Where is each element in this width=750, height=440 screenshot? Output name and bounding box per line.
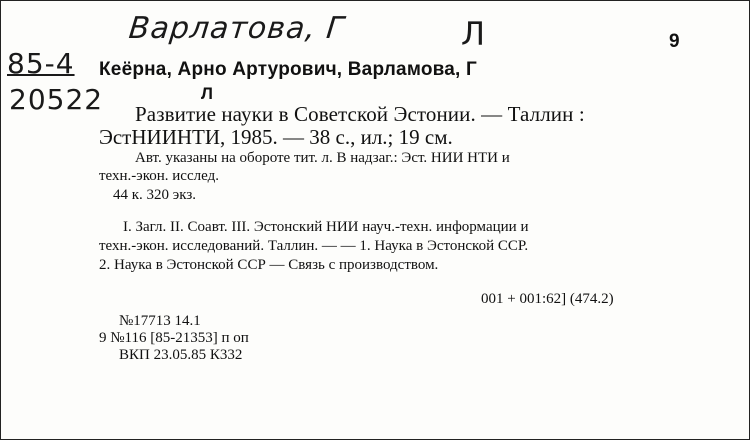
handwritten-letter: Л [461, 15, 487, 53]
classification-index: 001 + 001:62] (474.2) [481, 291, 614, 307]
order-line-3: ВКП 23.05.85 К332 [119, 347, 243, 363]
entry-heading-continued: Л [201, 84, 213, 103]
order-line-2: 9 №116 [85-21353] п оп [99, 330, 249, 346]
handwritten-number: 20522 [9, 83, 104, 116]
handwritten-author-name: Варлатова, Г [127, 11, 347, 46]
card-number: 9 [669, 31, 680, 52]
note-line-1: Авт. указаны на обороте тит. л. В надзаг.: Эст. НИИ НТИ и [135, 150, 510, 166]
entry-heading: Кеёрна, Арно Артурович, Варламова, Г [99, 59, 477, 80]
tracing-line-2: техн.-экон. исследований. Таллин. — — 1. Наука в Эстонской ССР. [99, 238, 529, 254]
note-line-3: 44 к. 320 экз. [113, 187, 196, 203]
tracing-line-3: 2. Наука в Эстонской ССР — Связь с производством. [99, 257, 439, 273]
note-line-2: техн.-экон. исслед. [99, 168, 219, 184]
title-line-2: ЭстНИИНТИ, 1985. — 38 с., ил.; 19 см. [99, 125, 453, 149]
handwritten-code: 85-4 [7, 47, 75, 80]
tracing-line-1: I. Загл. II. Соавт. III. Эстонский НИИ науч.-техн. информации и [123, 219, 529, 235]
title-line-1: Развитие науки в Советской Эстонии. — Таллин : [135, 102, 585, 126]
order-line-1: №17713 14.1 [119, 313, 201, 329]
